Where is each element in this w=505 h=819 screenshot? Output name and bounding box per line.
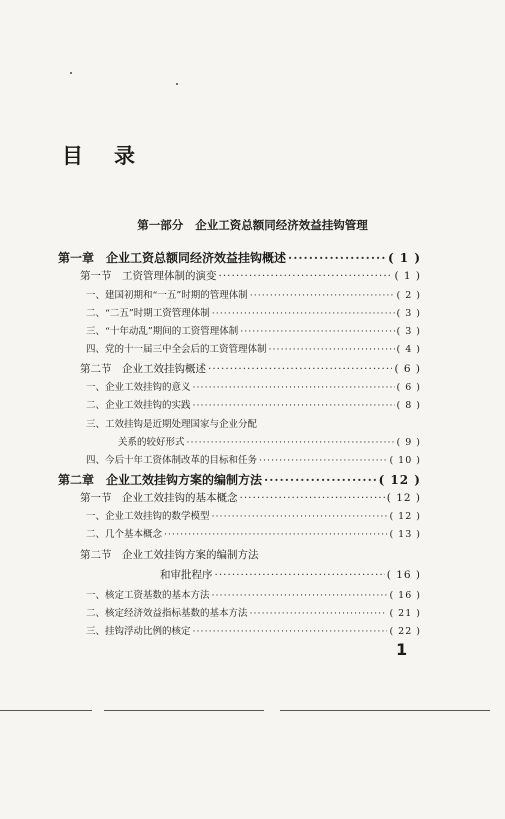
toc-entry-page: ( 4 ): [396, 344, 421, 355]
leader-dots: [193, 383, 395, 393]
toc-entry-label: 第二节 企业工效挂钩方案的编制方法: [80, 549, 259, 561]
toc-entry-label: 一、企业工效挂钩的数学模型: [86, 511, 210, 522]
leader-dots: [250, 291, 395, 301]
toc-entry-page: ( 10 ): [389, 455, 421, 466]
toc-entry-page: ( 16 ): [389, 590, 421, 601]
leader-dots: [187, 438, 395, 448]
toc-subsection-entry[interactable]: [86, 345, 421, 355]
leader-dots: [250, 609, 388, 619]
toc-entry-page: ( 13 ): [389, 529, 421, 540]
toc-section-entry[interactable]: [80, 493, 421, 504]
leader-dots: [240, 493, 385, 504]
toc-entry-label: 一、核定工资基数的基本方法: [86, 590, 210, 601]
toc-entry-label: 四、今后十年工资体制改革的目标和任务: [86, 455, 258, 466]
toc-section-entry[interactable]: [80, 364, 421, 375]
scan-speck: [70, 72, 72, 74]
toc-entry-page: ( 3 ): [396, 326, 421, 337]
toc-entry-label: 一、建国初期和“一五”时期的管理体制: [86, 290, 248, 301]
toc-entry-page: ( 12 ): [389, 511, 421, 522]
toc-subsection-entry[interactable]: [86, 401, 421, 411]
footer-rule: [280, 710, 490, 711]
toc-subsection-entry[interactable]: [86, 456, 421, 466]
leader-dots: [240, 327, 394, 337]
toc-entry-page: ( 8 ): [396, 400, 421, 411]
toc-entry-label: 三、挂钩浮动比例的核定: [86, 626, 191, 637]
toc-entry-page: ( 9 ): [396, 437, 421, 448]
leader-dots: [288, 252, 386, 264]
toc-entry-label: 第二章 企业工效挂钩方案的编制方法: [58, 473, 263, 487]
toc-subsection-entry[interactable]: [86, 420, 421, 430]
title-char-2: 录: [114, 144, 135, 168]
toc-entry-label: 三、工效挂钩是近期处理国家与企业分配: [86, 419, 258, 430]
page-title: [62, 140, 135, 170]
part-title: 企业工资总额同经济效益挂钩管理: [195, 218, 368, 232]
toc-entry-label: 关系的较好形式: [118, 437, 185, 448]
toc-section-entry[interactable]: [80, 271, 421, 282]
toc-entry-page: ( 21 ): [389, 608, 421, 619]
toc-entry-page: ( 12 ): [386, 492, 421, 504]
toc-entry-label: 第二节 企业工效挂钩概述: [80, 363, 206, 375]
toc-subsection-entry[interactable]: [86, 627, 421, 637]
leader-dots: [259, 456, 387, 466]
toc-entry-page: ( 12 ): [378, 473, 421, 487]
toc-entry-page: ( 22 ): [389, 626, 421, 637]
footer-rule: [104, 710, 264, 711]
toc-subsection-entry[interactable]: [86, 309, 421, 319]
toc-entry-label: 一、企业工效挂钩的意义: [86, 382, 191, 393]
part-heading: [0, 217, 505, 233]
part-number: 第一部分: [137, 218, 184, 232]
leader-dots: [219, 271, 393, 282]
toc-entry-page: ( 6 ): [396, 382, 421, 393]
toc-chapter-entry[interactable]: [58, 474, 421, 486]
toc-section-continuation[interactable]: [160, 570, 421, 581]
leader-dots: [269, 345, 395, 355]
toc-subsection-entry[interactable]: [86, 291, 421, 301]
toc-entry-label: 第一节 企业工效挂钩的基本概念: [80, 492, 238, 504]
toc-entry-label: 四、党的十一届三中全会后的工资管理体制: [86, 344, 267, 355]
toc-subsection-entry[interactable]: [86, 591, 421, 601]
scan-speck: [176, 83, 178, 85]
toc-entry-label: 二、核定经济效益指标基数的基本方法: [86, 608, 248, 619]
toc-entry-page: ( 16 ): [386, 569, 421, 581]
toc-entry-page: ( 6 ): [394, 363, 421, 375]
leader-dots: [164, 530, 387, 540]
leader-dots: [212, 512, 388, 522]
toc-subsection-entry[interactable]: [86, 609, 421, 619]
toc-subsection-entry[interactable]: [86, 512, 421, 522]
toc-entry-label: 二、几个基本概念: [86, 529, 163, 540]
leader-dots: [208, 364, 392, 375]
leader-dots: [193, 401, 395, 411]
toc-subsection-continuation[interactable]: [118, 438, 421, 448]
leader-dots: [212, 591, 388, 601]
toc-entry-label: 二、企业工效挂钩的实践: [86, 400, 191, 411]
leader-dots: [264, 474, 377, 486]
toc-subsection-entry[interactable]: [86, 383, 421, 393]
page-number: 1: [396, 640, 408, 659]
toc-section-entry[interactable]: [80, 550, 421, 561]
toc-entry-label: 二、“二五”时期工资管理体制: [86, 308, 210, 319]
toc-entry-label: 第一章 企业工资总额同经济效益挂钩概述: [58, 251, 287, 265]
footer-rule: [0, 710, 92, 711]
toc-entry-page: ( 1 ): [394, 270, 421, 282]
toc-entry-page: ( 2 ): [396, 290, 421, 301]
leader-dots: [193, 627, 388, 637]
title-char-1: 目: [62, 144, 83, 168]
toc-entry-label: 三、“十年动乱”期间的工资管理体制: [86, 326, 239, 337]
toc-entry-label: 第一节 工资管理体制的演变: [80, 270, 217, 282]
leader-dots: [215, 570, 385, 581]
toc-chapter-entry[interactable]: [58, 252, 421, 264]
toc-entry-label: 和审批程序: [160, 569, 213, 581]
toc-entry-page: ( 3 ): [396, 308, 421, 319]
toc-subsection-entry[interactable]: [86, 530, 421, 540]
toc-entry-page: ( 1 ): [387, 251, 421, 265]
toc-subsection-entry[interactable]: [86, 327, 421, 337]
leader-dots: [212, 309, 395, 319]
